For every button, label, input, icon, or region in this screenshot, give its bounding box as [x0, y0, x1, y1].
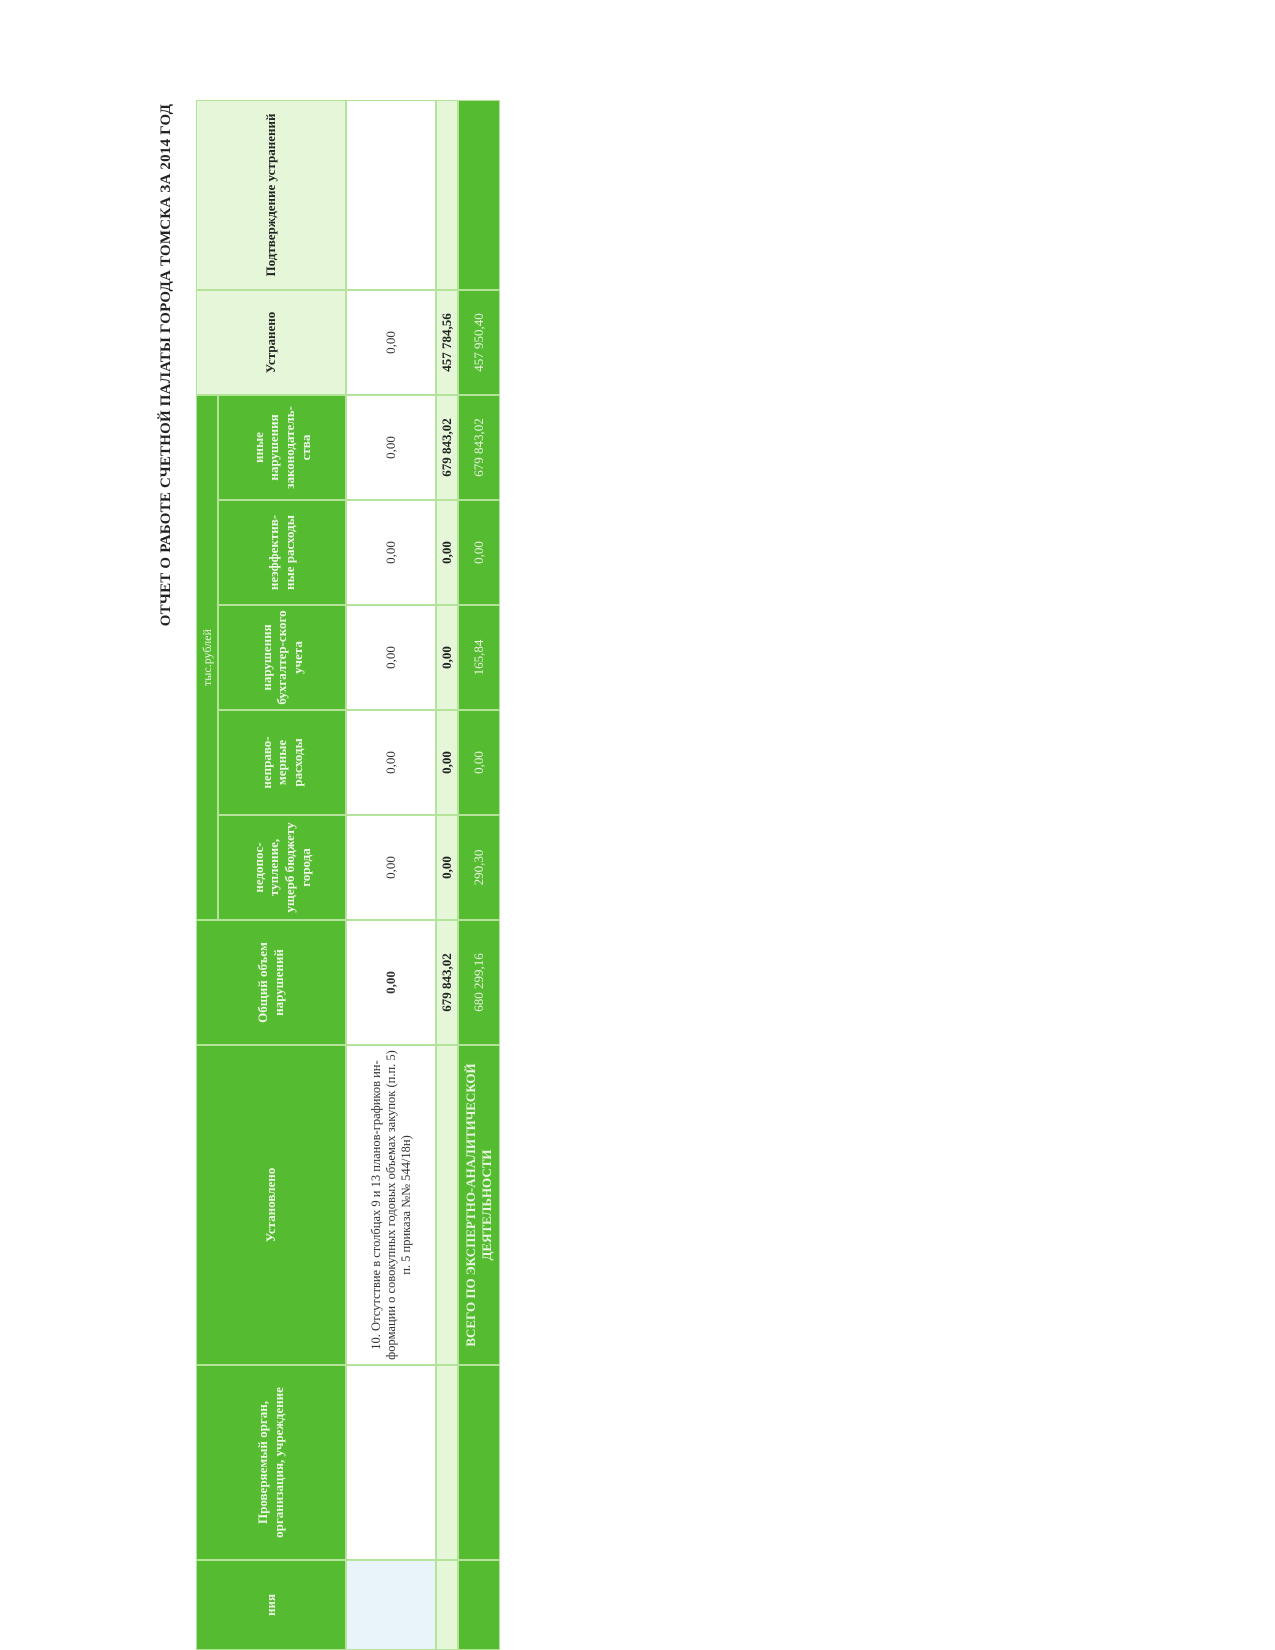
- subtotal-total: 679 843,02: [436, 920, 458, 1045]
- header-eliminated: Устранено: [196, 290, 346, 395]
- row-organ: [346, 1365, 436, 1560]
- subtotal-eliminated: 457 784,56: [436, 290, 458, 395]
- row-eliminated: 0,00: [346, 290, 436, 395]
- row-confirmation: [346, 100, 436, 290]
- subtotal-inefficient: 0,00: [436, 500, 458, 605]
- row-col-cut: [346, 1560, 436, 1650]
- header-other: иные нарушения законодатель-ства: [218, 395, 346, 500]
- subtotal-shortfall: 0,00: [436, 815, 458, 920]
- header-col-cut: ния: [196, 1560, 346, 1650]
- subtotal-other: 679 843,02: [436, 395, 458, 500]
- grand-total-confirmation: [458, 100, 500, 290]
- row-accounting: 0,00: [346, 605, 436, 710]
- header-organ: Проверяемый орган, организация, учреждение: [196, 1365, 346, 1560]
- row-shortfall: 0,00: [346, 815, 436, 920]
- header-confirmation: Подтверждение устранений: [196, 100, 346, 290]
- grand-total-shortfall: 290,30: [458, 815, 500, 920]
- grand-total-accounting: 165,84: [458, 605, 500, 710]
- row-total: 0,00: [346, 920, 436, 1045]
- header-units: тыс.рублей: [196, 395, 218, 920]
- grand-total-col-cut: [458, 1560, 500, 1650]
- report-title: ОТЧЕТ О РАБОТЕ СЧЕТНОЙ ПАЛАТЫ ГОРОДА ТОМСКА ЗА 2014 ГОД: [158, 103, 174, 627]
- row-established: 10. Отсутствие в столбцах 9 и 13 планов-графиков ин-формации о совокупных годовых объемах закупок (п.п. 5) п. 5 приказа №№ 544/18н): [346, 1045, 436, 1365]
- header-accounting: нарушения бухгалтер-ского учета: [218, 605, 346, 710]
- violations-table: [196, 100, 516, 1650]
- row-inefficient: 0,00: [346, 500, 436, 605]
- grand-total-inefficient: 0,00: [458, 500, 500, 605]
- grand-total-label: ВСЕГО ПО ЭКСПЕРТНО-АНАЛИТИЧЕСКОЙ ДЕЯТЕЛЬНОСТИ: [458, 1045, 500, 1365]
- subtotal-organ: [436, 1365, 458, 1560]
- subtotal-improper: 0,00: [436, 710, 458, 815]
- row-improper: 0,00: [346, 710, 436, 815]
- grand-total-organ: [458, 1365, 500, 1560]
- subtotal-established: [436, 1045, 458, 1365]
- subtotal-accounting: 0,00: [436, 605, 458, 710]
- rotated-page: [0, 0, 560, 1650]
- grand-total-total: 680 299,16: [458, 920, 500, 1045]
- subtotal-confirmation: [436, 100, 458, 290]
- header-improper: неправо-мерные расходы: [218, 710, 346, 815]
- header-shortfall: недопос-тупление, ущерб бюджету города: [218, 815, 346, 920]
- grand-total-improper: 0,00: [458, 710, 500, 815]
- header-inefficient: неэффектив-ные расходы: [218, 500, 346, 605]
- row-other: 0,00: [346, 395, 436, 500]
- header-total: Общий объем нарушений: [196, 920, 346, 1045]
- grand-total-other: 679 843,02: [458, 395, 500, 500]
- subtotal-col-cut: [436, 1560, 458, 1650]
- grand-total-eliminated: 457 950,40: [458, 290, 500, 395]
- header-established: Установлено: [196, 1045, 346, 1365]
